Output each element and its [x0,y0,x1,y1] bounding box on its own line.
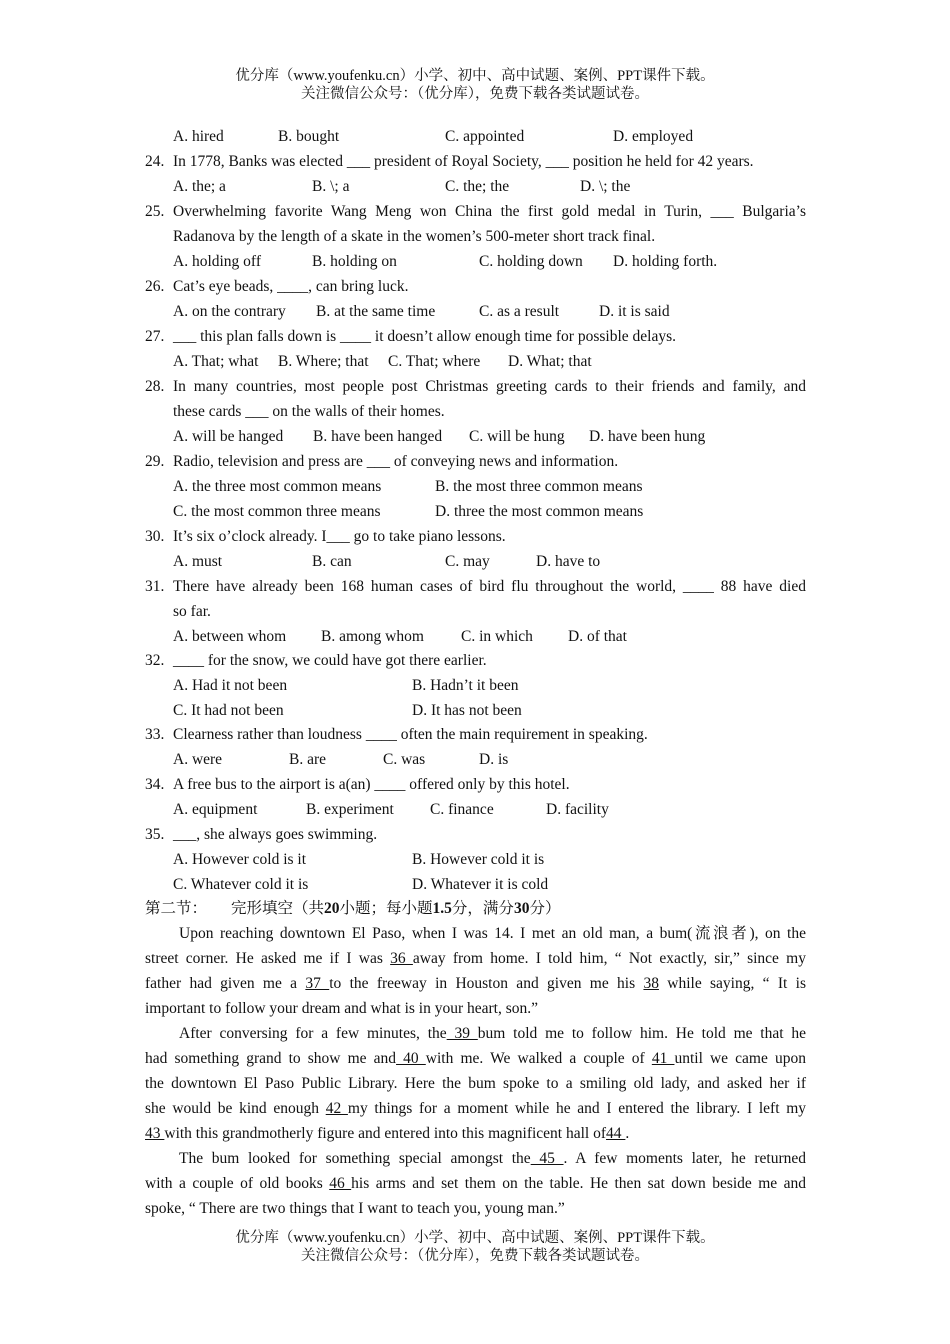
option-c: C. finance [430,801,494,818]
option-b: B. the most three common means [435,478,643,495]
option-b: B. at the same time [316,303,436,320]
question-text: There have already been 168 human cases of bird flu throughout the world, ____ 88 have died [173,578,806,595]
question-text-continued: Radanova by the length of a skate in the women’s 500-meter short track final. [173,228,656,245]
header-line-1: 优分库（www.youfenku.cn）小学、初中、高中试题、案例、PPT课件下载。 [235,68,715,84]
question-text: A free bus to the airport is a(an) ____ offered only by this hotel. [173,776,570,793]
question-text: Radio, television and press are ___ of conveying news and information. [173,453,619,470]
option-c: C. the most common three means [173,503,381,520]
option-d: D. of that [568,628,627,645]
option-d: D. holding forth. [613,253,718,270]
blank-36: 36 [390,950,413,967]
passage-p3-line-1 [145,1146,806,1171]
question-number: 25. [145,203,165,220]
passage-text: father had given me a [145,975,306,992]
question-number: 32. [145,652,165,669]
passage-text: . A few moments later, he returned [563,1150,807,1167]
option-a: A. That; what [173,353,259,370]
option-a: A. the; a [173,178,226,195]
question-number: 24. [145,153,165,170]
blank-37: 37 [305,975,330,992]
passage-p2-line-3 [145,1071,806,1096]
option-d: D. have been hung [589,428,706,445]
option-a: A. Had it not been [173,677,288,694]
q23-option-b: B. bought [278,128,340,145]
blank-46: 46 [329,1175,352,1192]
blank-39: 39 [446,1025,478,1042]
option-b: B. However cold it is [412,851,545,868]
passage-text: while saying, “ It is [658,975,807,992]
section-2-heading [145,896,560,921]
passage-text: the downtown El Paso Public Library. Here the bum spoke to a smiling old lady, and asked her if [145,1075,806,1092]
section-title-part: 分，满分 [451,900,514,917]
passage-p2-line-1 [145,1021,806,1046]
option-d: D. \; the [580,178,631,195]
question-text: ____ for the snow, we could have got there earlier. [173,652,487,669]
question-number: 34. [145,776,165,793]
option-d: D. it is said [599,303,670,320]
question-text: In many countries, most people post Christmas greeting cards to their friends and family, and [173,378,806,395]
page-footer [0,1229,950,1265]
question-number: 29. [145,453,165,470]
option-c: C. as a result [479,303,560,320]
passage-p3-line-3 [145,1196,806,1221]
passage-text: Upon reaching downtown El Paso, when I was 14. I met an old man, a bum(流浪者), on the [179,925,806,942]
question-text: ___, she always goes swimming. [173,826,378,843]
question-text-continued: so far. [173,603,211,620]
question-number: 33. [145,726,165,743]
option-a: A. will be hanged [173,428,284,445]
passage-text: she would be kind enough [145,1100,326,1117]
option-c: C. was [383,751,426,768]
option-d: D. is [479,751,509,768]
option-a: A. holding off [173,253,261,270]
question-text-continued: these cards ___ on the walls of their homes. [173,403,445,420]
option-b: B. among whom [321,628,424,645]
section-question-count: 20 [324,900,340,917]
option-c: C. will be hung [469,428,565,445]
option-a: A. on the contrary [173,303,286,320]
option-d: D. three the most common means [435,503,644,520]
blank-38: 38 [643,975,659,992]
passage-p3-line-2 [145,1171,806,1196]
footer-line-1: 优分库（www.youfenku.cn）小学、初中、高中试题、案例、PPT课件下载。 [235,1230,715,1246]
question-text: ___ this plan falls down is ____ it doesn’t allow enough time for possible delays. [173,328,676,345]
passage-text: until we came upon [674,1050,806,1067]
blank-44: 44 [606,1125,626,1142]
option-a: A. However cold is it [173,851,307,868]
passage-text: with a couple of old books [145,1175,330,1192]
question-text: Clearness rather than loudness ____ often the main requirement in speaking. [173,726,648,743]
passage-text: spoke, “ There are two things that I want to teach you, young man.” [145,1200,565,1217]
option-c: C. holding down [479,253,583,270]
passage-p2-line-5 [145,1121,806,1146]
option-d: D. facility [546,801,609,818]
q23-option-d: D. employed [613,128,694,145]
passage-text: away from home. I told him, “ Not exactly, sir,” since my [412,950,806,967]
option-d: D. What; that [508,353,592,370]
option-b: B. experiment [306,801,394,818]
question-text: Overwhelming favorite Wang Meng won China the first gold medal in Turin, ___ Bulgaria’s [173,203,806,220]
option-a: A. must [173,553,223,570]
passage-p1-line-4 [145,996,806,1021]
option-b: B. holding on [312,253,397,270]
section-title-part: 小题；每小题 [339,900,433,917]
option-a: A. equipment [173,801,258,818]
question-number: 30. [145,528,165,545]
section-total-points: 30 [513,900,530,917]
passage-text: After conversing for a few minutes, the [179,1025,447,1042]
option-c: C. the; the [445,178,510,195]
option-c: C. It had not been [173,702,284,719]
question-number: 27. [145,328,165,345]
option-a: A. were [173,751,223,768]
page-header [0,67,950,103]
blank-43: 43 [145,1125,165,1142]
section-title-part: 分） [529,900,561,917]
passage-text: my things for a moment while he and I entered the library. I left my [347,1100,807,1117]
passage-text: The bum looked for something special amongst the [179,1150,531,1167]
question-number: 26. [145,278,165,295]
passage-text: important to follow your dream and what is in your heart, son.” [145,1000,539,1017]
option-d: D. It has not been [412,702,522,719]
blank-41: 41 [651,1050,675,1067]
passage-p2-line-4 [145,1096,806,1121]
question-number: 28. [145,378,165,395]
option-b: B. have been hanged [313,428,443,445]
section-title-part: 完形填空（共 [231,900,325,917]
option-d: D. Whatever it is cold [412,876,549,893]
passage-text: his arms and set them on the table. He then sat down beside me and [351,1175,807,1192]
question-number: 31. [145,578,165,595]
passage-text: had something grand to show me and [145,1050,397,1067]
blank-40: 40 [396,1050,426,1067]
question-text: In 1778, Banks was elected ___ president of Royal Society, ___ position he held for 42 years. [173,153,754,170]
option-a: A. the three most common means [173,478,382,495]
option-b: B. are [289,751,327,768]
option-c: C. may [445,553,490,570]
passage-text: to the freeway in Houston and given me his [329,975,644,992]
header-line-2: 关注微信公众号：（优分库），免费下载各类试题试卷。 [301,86,649,102]
blank-45: 45 [530,1150,564,1167]
passage-text: street corner. He asked me if I was [145,950,391,967]
option-b: B. Hadn’t it been [412,677,519,694]
footer-line-2: 关注微信公众号：（优分库），免费下载各类试题试卷。 [301,1248,649,1264]
passage-text: . [625,1125,630,1142]
option-d: D. have to [536,553,601,570]
section-points-each: 1.5 [432,900,452,917]
option-c: C. Whatever cold it is [173,876,309,893]
question-text: Cat’s eye beads, ____, can bring luck. [173,278,409,295]
passage-text: with me. We walked a couple of [425,1050,652,1067]
passage-p1-line-3 [145,971,806,996]
option-c: C. in which [461,628,533,645]
passage-text: with this grandmotherly figure and entered into this magnificent hall of [164,1125,607,1142]
question-number: 35. [145,826,165,843]
option-a: A. between whom [173,628,287,645]
section-label: 第二节： [145,900,208,917]
blank-42: 42 [325,1100,348,1117]
option-c: C. That; where [388,353,481,370]
passage-p2-line-2 [145,1046,806,1071]
option-b: B. can [312,553,352,570]
passage-p1-line-2 [145,946,806,971]
passage-p1-line-1 [145,921,806,946]
question-text: It’s six o’clock already. I___ go to take piano lessons. [173,528,506,545]
q23-option-c: C. appointed [445,128,525,145]
q23-option-a: A. hired [173,128,224,145]
option-b: B. \; a [312,178,350,195]
passage-text: bum told me to follow him. He told me that he [477,1025,806,1042]
option-b: B. Where; that [278,353,369,370]
